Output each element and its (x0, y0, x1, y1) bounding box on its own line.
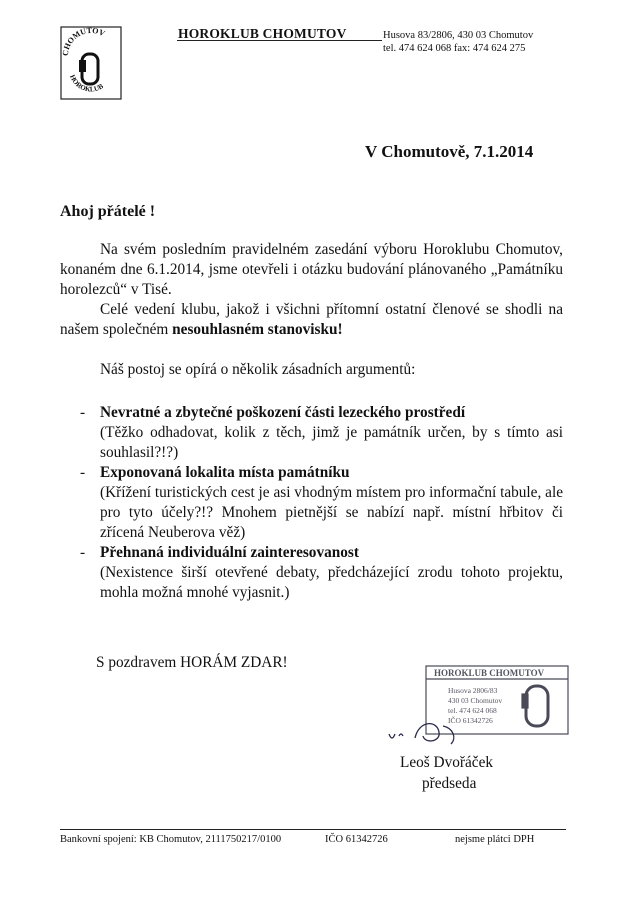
bullet-marker: - (80, 404, 86, 421)
bullet-description: (Nexistence širší otevřené debaty, předcházející zrodu tohoto projektu, mohla možná mnohé vyjasnit.) (100, 564, 563, 601)
handwritten-signature (385, 716, 495, 756)
bullet-description: (Křížení turistických cest je asi vhodným místem pro informační tabule, ale pro tyto účely?!? Mnohem pietnější se nabízí např. místní hřbitov či zřícená Neuberova věž) (100, 484, 563, 541)
stamp-line: Husova 2806/83 (448, 686, 498, 695)
closing-line: S pozdravem HORÁM ZDAR! (96, 654, 288, 671)
header-rule (177, 40, 382, 41)
footer-bank-info: Bankovní spojení: KB Chomutov, 2111750217/0100 (60, 834, 282, 845)
date-line: V Chomutově, 7.1.2014 (365, 142, 534, 161)
bullet-title: Nevratné a zbytečné poškození části lezeckého prostředí (100, 404, 466, 421)
list-item (60, 463, 563, 543)
organization-address (383, 29, 533, 55)
footer-vat-status: nejsme plátci DPH (455, 834, 535, 845)
bullet-title: Přehnaná individuální zainteresovanost (100, 544, 359, 561)
paragraph-2 (60, 300, 563, 340)
bullet-description: (Těžko odhadovat, kolik z těch, jimž je památník určen, by s tímto asi souhlasil?!?) (100, 424, 563, 461)
logo-text-top: CHOMUTOV (60, 26, 107, 57)
club-logo (60, 26, 122, 100)
svg-text:CHOMUTOV (61, 26, 107, 56)
address-line: Husova 83/2806, 430 03 Chomutov (383, 30, 534, 41)
bullet-marker: - (80, 544, 86, 561)
logo-text-bottom: HOROKLUB (68, 73, 105, 94)
bullet-title: Exponovaná lokalita místa památníku (100, 464, 350, 481)
stamp-line: IČO 61342726 (448, 716, 493, 725)
phone-line: tel. 474 624 068 fax: 474 624 275 (383, 43, 526, 54)
paragraph-2-bold: nesouhlasném stanovisku! (172, 321, 343, 338)
list-item (60, 403, 563, 463)
signer-role: předseda (422, 775, 477, 792)
signer-name: Leoš Dvořáček (400, 754, 494, 771)
organization-name: HOROKLUB CHOMUTOV (178, 26, 347, 41)
paragraph-1: Na svém posledním pravidelném zasedání výboru Horoklubu Chomutov, konaném dne 6.1.2014, jsme otevřeli i otázku budování plánovaného „Památníku horolezců“ v Tisé. (60, 241, 563, 298)
paragraph-2-text: Celé vedení klubu, jakož i všichni přítomní ostatní členové se shodli na našem společném (60, 301, 563, 338)
paragraph-3: Náš postoj se opírá o několik zásadních argumentů: (100, 361, 416, 378)
greeting: Ahoj přátelé ! (60, 203, 156, 220)
argument-intro-block (60, 360, 563, 380)
list-item (60, 543, 563, 603)
letter-body (60, 240, 563, 340)
stamp-line: 430 03 Chomutov (448, 696, 503, 705)
bullet-marker: - (80, 464, 86, 481)
stamp-title: HOROKLUB CHOMUTOV (434, 668, 545, 678)
footer-rule (60, 829, 566, 830)
stamp-line: tel. 474 624 068 (448, 706, 497, 715)
argument-list (60, 403, 563, 603)
footer-company-id: IČO 61342726 (325, 834, 388, 845)
